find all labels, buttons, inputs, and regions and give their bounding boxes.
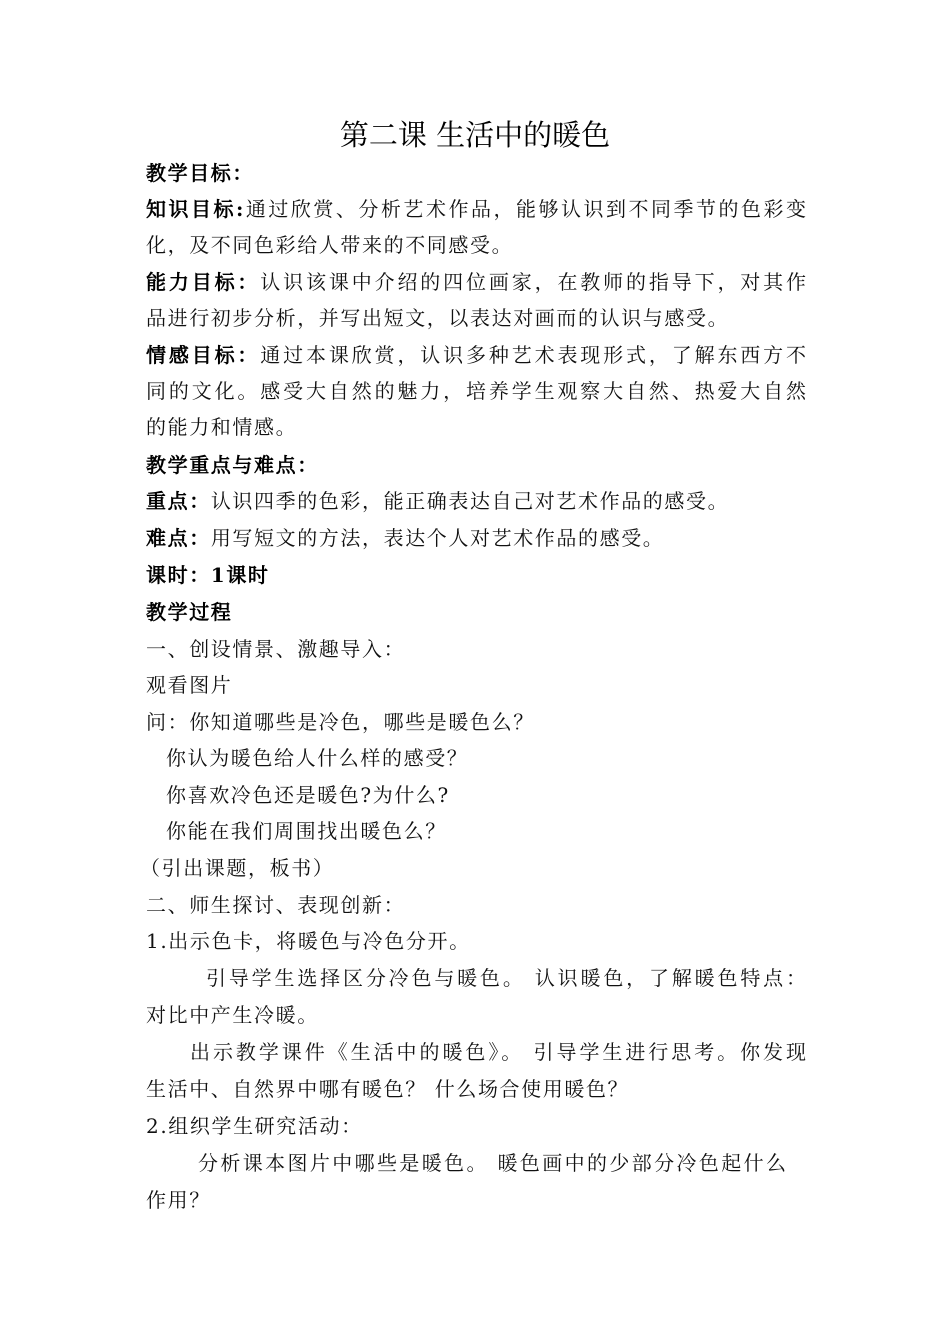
ability-objective-line1 [146, 264, 806, 300]
section1-question2: 你认为暖色给人什么样的感受？ [166, 746, 469, 770]
knowledge-objective-label: 知识目标: [146, 197, 244, 221]
section1-question4: 你能在我们周围找出暖色么？ [166, 819, 447, 843]
key-points-heading: 教学重点与难点： [146, 453, 319, 477]
key-point-label: 重点： [146, 489, 211, 513]
section2-paragraph3-line1: 分析课本图片中哪些是暖色。 暖色画中的少部分冷色起什么 [198, 1151, 786, 1175]
ability-objective-label: 能力目标： [146, 270, 261, 294]
section2-paragraph2-line1: 出示教学课件《生活中的暖色》。 引导学生进行思考。你发现 [190, 1040, 806, 1064]
emotion-objective-line2: 同的文化。感受大自然的魅力，培养学生观察大自然、热爱大自然 [146, 379, 806, 403]
section2-paragraph3-line2: 作用？ [146, 1188, 211, 1212]
section2-paragraph2-line2: 生活中、自然界中哪有暖色？ 什么场合使用暖色？ [146, 1077, 630, 1101]
section1-view-pictures: 观看图片 [146, 673, 233, 697]
section2-paragraph1-line2: 对比中产生冷暖。 [146, 1003, 319, 1027]
section2-paragraph1-line1: 引导学生选择区分冷色与暖色。 认识暖色，了解暖色特点： [206, 966, 806, 990]
process-heading: 教学过程 [146, 600, 233, 624]
section1-question1: 问：你知道哪些是冷色，哪些是暖色么？ [146, 710, 535, 734]
difficulty-text: 用写短文的方法，表达个人对艺术作品的感受。 [210, 526, 665, 550]
difficulty-line [146, 520, 806, 556]
emotion-objective-line1 [146, 337, 806, 373]
key-point-line [146, 483, 806, 519]
emotion-objective-text: 通过本课欣赏，认识多种艺术表现形式，了解东西方不 [260, 343, 807, 367]
section1-note: （引出课题，板书） [140, 856, 335, 880]
difficulty-label: 难点： [146, 526, 211, 550]
section2-step1: 1.出示色卡，将暖色与冷色分开。 [146, 929, 471, 953]
section2-heading: 二、师生探讨、表现创新： [146, 893, 406, 917]
objectives-heading: 教学目标： [146, 161, 254, 185]
key-point-text: 认识四季的色彩，能正确表达自己对艺术作品的感受。 [210, 489, 730, 513]
emotion-objective-label: 情感目标： [146, 343, 261, 367]
section1-heading: 一、创设情景、激趣导入： [146, 637, 406, 661]
knowledge-objective-line2: 化，及不同色彩给人带来的不同感受。 [146, 233, 514, 257]
knowledge-objective-text: 通过欣赏、分析艺术作品，能够认识到不同季节的色彩变 [243, 197, 807, 221]
class-hours: 课时：1课时 [146, 563, 270, 587]
page-title: 第二课 生活中的暖色 [339, 118, 611, 152]
ability-objective-text: 认识该课中介绍的四位画家，在教师的指导下，对其作 [260, 270, 807, 294]
knowledge-objective-line1 [146, 191, 806, 227]
emotion-objective-line3: 的能力和情感。 [146, 415, 298, 439]
ability-objective-line2: 品进行初步分析，并写出短文，以表达对画而的认识与感受。 [146, 306, 730, 330]
section1-question3: 你喜欢冷色还是暖色?为什么? [166, 783, 450, 807]
section2-step2: 2.组织学生研究活动： [146, 1114, 363, 1138]
